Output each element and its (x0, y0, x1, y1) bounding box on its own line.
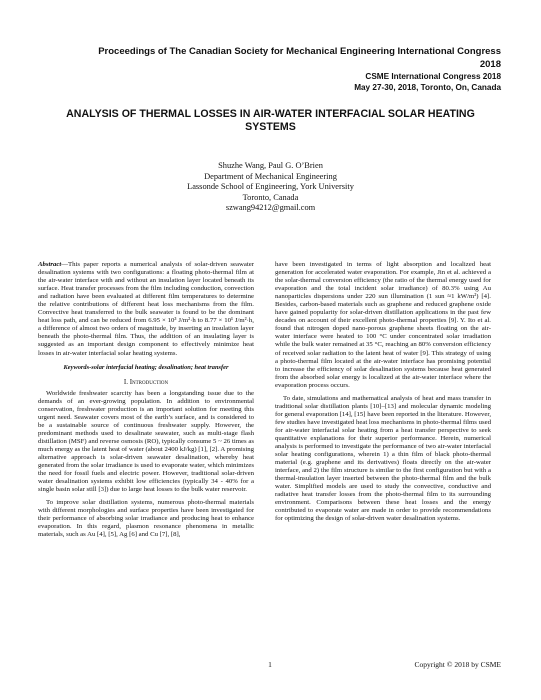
keywords-label: Keywords- (63, 363, 92, 371)
intro-paragraph-2: To improve solar distillation systems, numerous photo-thermal materials with different morphologies and surface properties have been investigated for their performance of absorbing solar irradiance and producing heat to enhance evaporation. In this regard, plasmon resonance phenomena in metallic materials, such as Au [4], [5], Ag [6] and Cu [7], [8], (38, 499, 254, 539)
copyright: Copyright © 2018 by CSME (414, 660, 501, 669)
author-names: Shuzhe Wang, Paul G. O’Brien (218, 161, 323, 170)
abstract-label: Abstract (38, 261, 62, 268)
author-email: szwang94212@gmail.com (225, 203, 316, 213)
intro-paragraph-3: have been investigated in terms of light absorption and localized heat generation for accelerated water evaporation. For example, Jin et al. achieved a the solar-thermal conversion efficiency (the ratio of the thermal energy used for evaporation and the total incident solar irradiance) of 80.3% using Au nanoparticles dispersions under 220 sun illumination (1 sun ≈1 kW/m²) [4]. Besides, carbon-based materials such as graphene and reduced graphene oxide have gained popularity for solar-driven distillation applications in the past few decades on account of their excellent photo-thermal properties [9]. Y. Ito et al. found that nitrogen doped nano-porous graphene sheets floating on the air-water interface were heated to 100 °C under concentrated solar irradiation while the bulk water remained at 35 °C, reaching an 80% conversion efficiency of received solar radiation to the latent heat of water [9]. This strategy of using a photo-thermal film located at the air-water interface has promising potential to increase the efficiency of solar desalination systems because heat generated from the absorbed solar energy is localized at the air-water interface where the evaporation process occurs. (275, 261, 491, 389)
intro-paragraph-4: To date, simulations and mathematical analysis of heat and mass transfer in traditional solar distillation plants [10]–[13] and molecular dynamic modeling for general evaporation [14], [15] have been reported in the literature. However, few studies have investigated heat loss mechanisms in photo-thermal films used for air-water interfacial solar heating from a heat transfer perspective to seek quantitative explanations for their superior performance. Herein, numerical analysis is performed to investigate the performance of two air-water interfacial solar heating configurations, wherein 1) a thin film of black photo-thermal material (e.g. graphene and its derivatives) floats directly on the air-water interface, and 2) the film structure is similar to the first configuration but with a thermal-insulation layer inserted between the photo-thermal film and the bulk water. Simplified models are used to study the convective, conductive and radiative heat transfer losses from the photo-thermal film to its surrounding environment. Comparisons between these heat losses and the energy contributed to evaporate water are made in order to provide recommendations for optimizing the design of solar-driven water desalination systems. (275, 394, 492, 523)
author-city: Toronto, Canada (242, 192, 299, 202)
page-number: 1 (268, 660, 272, 669)
author-block (40, 161, 501, 214)
right-column (275, 261, 491, 524)
conference-proceedings: Proceedings of The Canadian Society for Mechanical Engineering International Congress 2018 (98, 46, 501, 70)
abstract-text: —This paper reports a numerical analysis of solar-driven seawater desalination systems with two configurations: a floating photo-thermal film at the air-water interface with and without an insulation layer located beneath its surface. Heat transfer processes from the film including conduction, convection and radiation have been evaluated at different film temperatures to determine the relative contributions of different heat loss mechanisms from the film. Convective heat transferred to the bulk seawater is found to be the dominant heat loss path, and can be reduced from 6.95 × 10³ J/m²·h to 8.77 × 10¹ J/m²·h, a difference of almost two orders of magnitude, by inserting an insulation layer beneath the photo-thermal film. Thus, the addition of an insulating layer is suggested as an important design component to effectively minimize heat losses in air-water interfacial solar heating systems. (38, 261, 254, 357)
conference-header (81, 45, 501, 93)
paper-title: ANALYSIS OF THERMAL LOSSES IN AIR-WATER INTERFACIAL SOLAR HEATING SYSTEMS (66, 108, 475, 133)
keywords (38, 364, 254, 372)
conference-name: CSME International Congress 2018 (365, 72, 501, 81)
abstract (38, 261, 254, 358)
author-school: Lassonde School of Engineering, York University (187, 182, 354, 192)
author-department: Department of Mechanical Engineering (204, 171, 337, 181)
keywords-text: solar interfacial heating; desalination; heat transfer (91, 363, 229, 371)
conference-date-location: May 27-30, 2018, Toronto, On, Canada (354, 83, 501, 92)
left-column (38, 261, 254, 539)
section-heading-introduction: I. Introduction (123, 377, 169, 386)
intro-paragraph-1: Worldwide freshwater scarcity has been a longstanding issue due to the demands of an ever-growing population. In addition to environmental conservation, freshwater production is an important solution for meeting this urgent need. Seawater covers most of the earth’s surface, and is considered to be a sustainable source of continuous freshwater supply. However, the predominant methods used to desalinate seawater, such as multi-stage flash distillation (MSF) and reverse osmosis (RO), typically consume 5 ~ 26 times as much energy as the latent heat of water (about 2400 kJ/kg) [1], [2]. A promising alternative approach is solar-driven seawater desalination, whereby heat generated from the solar irradiance is used to evaporate water, which minimizes the need for fossil fuels and electric power. However, traditional solar-driven water desalination systems exhibit low efficiencies (typically 34 - 40% for a single basin solar still [3]) due to large heat losses to the bulk water reservoir. (38, 389, 254, 494)
